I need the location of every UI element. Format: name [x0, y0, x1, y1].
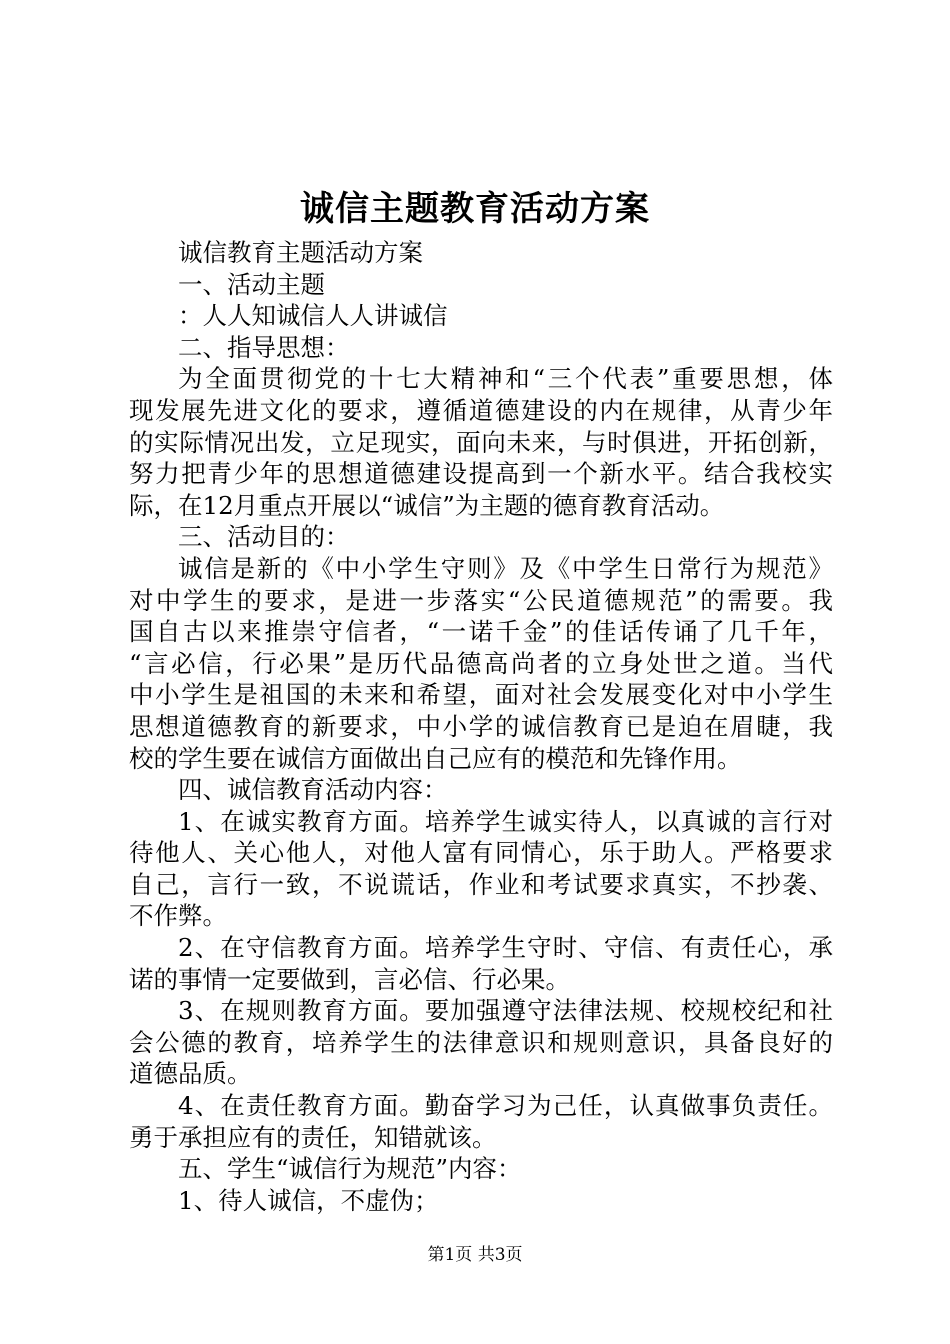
list-item: 3、在规则教育方面。要加强遵守法律法规、校规校纪和社 — [178, 996, 833, 1026]
body-line: 国自古以来推崇守信者，“一诺千金”的佳话传诵了几千年， — [129, 617, 833, 647]
document-title: 诚信主题教育活动方案 — [300, 189, 650, 229]
list-item: 2、在守信教育方面。培养学生守时、守信、有责任心，承 — [178, 933, 833, 963]
section-heading: 三、活动目的： — [178, 522, 350, 552]
body-line: 校的学生要在诚信方面做出自己应有的模范和先锋作用。 — [129, 743, 742, 773]
body-line: 会公德的教育，培养学生的法律意识和规则意识，具备良好的 — [129, 1027, 833, 1057]
body-line: “言必信，行必果”是历代品德高尚者的立身处世之道。当代 — [129, 648, 833, 678]
body-line: 待他人、关心他人，对他人富有同情心，乐于助人。严格要求 — [129, 838, 833, 868]
body-line: 努力把青少年的思想道德建设提高到一个新水平。结合我校实 — [129, 459, 833, 489]
list-item: 1、在诚实教育方面。培养学生诚实待人，以真诚的言行对 — [178, 806, 833, 836]
section-heading: 五、学生“诚信行为规范”内容： — [178, 1154, 522, 1184]
body-line: 中小学生是祖国的未来和希望，面对社会发展变化对中小学生 — [129, 680, 833, 710]
body-line: ：人人知诚信人人讲诚信 — [178, 301, 448, 331]
list-item: 1、待人诚信，不虚伪； — [178, 1185, 439, 1215]
body-line: 不作弊。 — [129, 901, 227, 931]
body-line: 对中学生的要求，是进一步落实“公民道德规范”的需要。我 — [129, 585, 833, 615]
section-heading: 一、活动主题 — [178, 269, 325, 299]
list-item: 4、在责任教育方面。勤奋学习为己任，认真做事负责任。 — [178, 1091, 833, 1121]
body-line: 自己，言行一致，不说谎话，作业和考试要求真实，不抄袭、 — [129, 869, 833, 899]
body-line: 际，在12月重点开展以“诚信”为主题的德育教育活动。 — [129, 490, 725, 520]
page-footer: 第1页 共3页 — [427, 1245, 523, 1265]
body-line: 诺的事情一定要做到，言必信、行必果。 — [129, 964, 570, 994]
body-line: 为全面贯彻党的十七大精神和“三个代表”重要思想，体 — [178, 364, 833, 394]
body-line: 勇于承担应有的责任，知错就该。 — [129, 1122, 497, 1152]
document-body — [129, 237, 833, 1216]
section-heading: 四、诚信教育活动内容： — [178, 775, 448, 805]
body-line: 诚信是新的《中小学生守则》及《中学生日常行为规范》 — [178, 553, 833, 583]
body-line: 思想道德教育的新要求，中小学的诚信教育已是迫在眉睫，我 — [129, 711, 833, 741]
body-line: 的实际情况出发，立足现实，面向未来，与时俱进，开拓创新， — [129, 427, 833, 457]
body-line: 诚信教育主题活动方案 — [178, 238, 423, 267]
body-line: 道德品质。 — [129, 1059, 252, 1089]
section-heading: 二、指导思想： — [178, 332, 350, 362]
body-line: 现发展先进文化的要求，遵循道德建设的内在规律，从青少年 — [129, 395, 833, 425]
